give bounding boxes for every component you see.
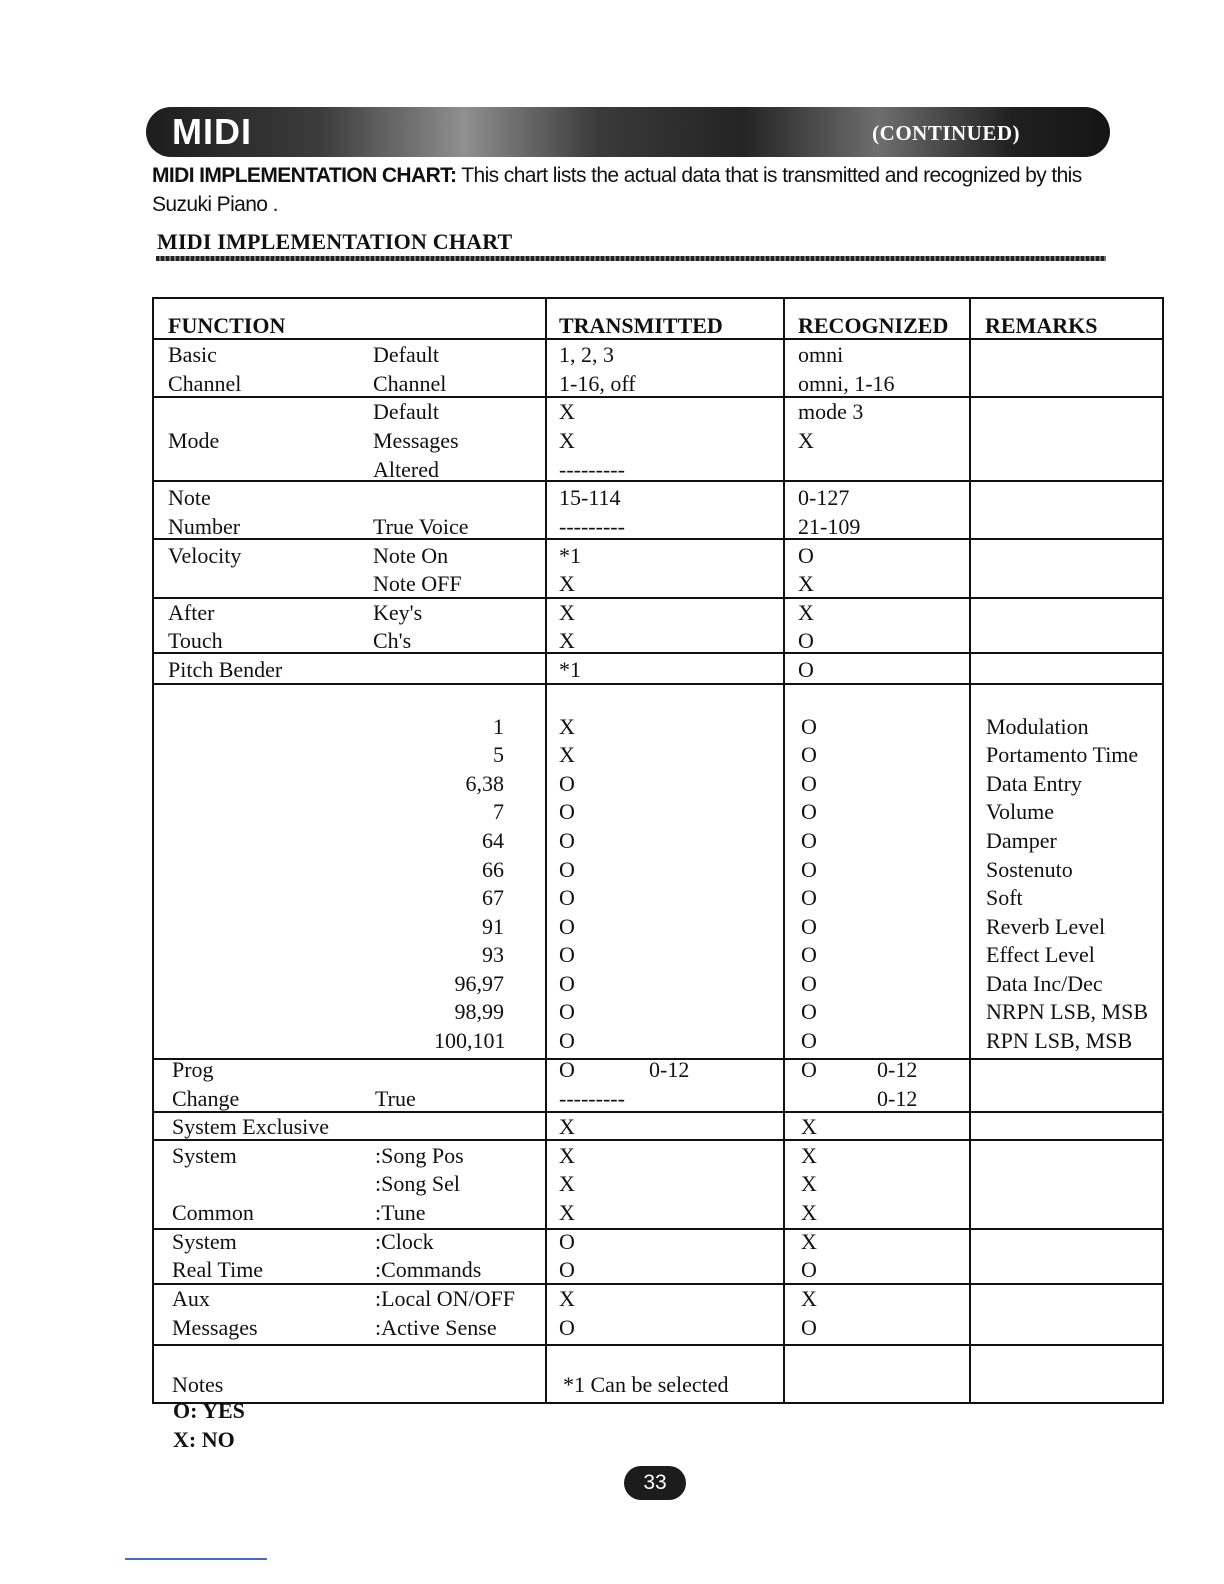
transmitted-value: X <box>559 714 575 739</box>
recognized-value: 0-127 <box>798 485 850 510</box>
row-label: Touch <box>168 628 223 653</box>
table-border <box>152 297 1163 299</box>
recognized-value: mode 3 <box>798 399 864 424</box>
row-label: Channel <box>168 371 242 396</box>
intro-text: This chart lists the actual data that is transmitted and recognized by this Suzuki Piano . <box>152 164 1082 216</box>
remark: Damper <box>986 828 1057 853</box>
recognized-value: X <box>801 1171 817 1196</box>
header-recognized: RECOGNIZED <box>798 313 949 338</box>
control-number: 5 <box>493 742 504 767</box>
transmitted-value: --------- <box>559 457 625 482</box>
row-sub-label: True Voice <box>373 514 469 539</box>
table-border <box>152 1402 1164 1404</box>
recognized-range: 0-12 <box>877 1057 918 1082</box>
row-label: Prog <box>172 1057 214 1082</box>
row-label: Real Time <box>172 1257 264 1282</box>
row-divider <box>152 597 1163 599</box>
control-number: 66 <box>482 857 504 882</box>
transmitted-value: 1-16, off <box>559 371 636 396</box>
legend-no: X: NO <box>173 1427 235 1452</box>
transmitted-value: O <box>559 799 575 824</box>
transmitted-value: X <box>559 1143 575 1168</box>
row-sub-label: Default <box>373 342 439 367</box>
transmitted-value: X <box>559 742 575 767</box>
transmitted-value: O <box>559 1315 575 1340</box>
recognized-value: omni, 1-16 <box>798 371 895 396</box>
row-divider <box>152 683 1163 685</box>
transmitted-value: O <box>559 1257 575 1282</box>
row-divider <box>152 1283 1163 1285</box>
column-divider <box>783 297 785 1403</box>
recognized-value: X <box>801 1143 817 1168</box>
transmitted-value: --------- <box>559 514 625 539</box>
recognized-value: O <box>801 999 817 1024</box>
transmitted-value: --------- <box>559 1086 625 1111</box>
control-number: 6,38 <box>465 771 504 796</box>
transmitted-value: O <box>559 885 575 910</box>
transmitted-value: O <box>559 771 575 796</box>
recognized-value: O <box>801 942 817 967</box>
remark: Reverb Level <box>986 914 1106 939</box>
recognized-value: O <box>798 628 814 653</box>
control-number: 93 <box>482 942 504 967</box>
recognized-value: O <box>801 1057 817 1082</box>
transmitted-value: *1 <box>559 543 581 568</box>
recognized-value: O <box>798 657 814 682</box>
row-label: Aux <box>172 1286 210 1311</box>
row-label: Messages <box>172 1315 258 1340</box>
transmitted-value: 1, 2, 3 <box>559 342 614 367</box>
row-sub-label: :Commands <box>375 1257 482 1282</box>
recognized-value: omni <box>798 342 844 367</box>
row-sub-label: :Song Pos <box>375 1143 464 1168</box>
row-divider <box>152 1344 1163 1346</box>
recognized-value: X <box>801 1200 817 1225</box>
row-label: System <box>172 1229 237 1254</box>
banner-title: MIDI <box>172 111 252 152</box>
footer-rule <box>125 1558 267 1560</box>
remark: NRPN LSB, MSB <box>986 999 1149 1024</box>
transmitted-value: X <box>559 600 575 625</box>
control-number: 7 <box>493 799 504 824</box>
recognized-value: X <box>798 428 814 453</box>
transmitted-value: O <box>559 999 575 1024</box>
row-label: After <box>168 600 215 625</box>
row-divider <box>152 480 1163 482</box>
recognized-value: O <box>801 857 817 882</box>
transmitted-value: X <box>559 571 575 596</box>
row-sub-label: Note On <box>373 543 449 568</box>
row-sub-label: :Song Sel <box>375 1171 460 1196</box>
transmitted-value: O <box>559 914 575 939</box>
row-divider <box>152 396 1163 398</box>
recognized-value: O <box>798 543 814 568</box>
transmitted-value: O <box>559 1229 575 1254</box>
row-label: Velocity <box>168 543 242 568</box>
control-number: 67 <box>482 885 504 910</box>
chart-heading: MIDI IMPLEMENTATION CHART <box>157 229 513 254</box>
recognized-value: 21-109 <box>798 514 861 539</box>
row-label: Pitch Bender <box>168 657 283 682</box>
recognized-value: X <box>801 1229 817 1254</box>
remark: Soft <box>986 885 1023 910</box>
remark: Data Entry <box>986 771 1082 796</box>
row-label: Mode <box>168 428 220 453</box>
row-label: Basic <box>168 342 217 367</box>
transmitted-value: X <box>559 1114 575 1139</box>
column-divider <box>545 297 547 1403</box>
transmitted-value: X <box>559 1200 575 1225</box>
row-sub-label: Channel <box>373 371 447 396</box>
transmitted-value: O <box>559 971 575 996</box>
row-divider <box>152 1228 1163 1230</box>
remark: RPN LSB, MSB <box>986 1028 1133 1053</box>
transmitted-value: X <box>559 1171 575 1196</box>
recognized-value: O <box>801 1028 817 1053</box>
recognized-value: O <box>801 1315 817 1340</box>
recognized-value: X <box>801 1286 817 1311</box>
recognized-value: O <box>801 1257 817 1282</box>
transmitted-range: 0-12 <box>649 1057 690 1082</box>
remark: Effect Level <box>986 942 1095 967</box>
recognized-value: O <box>801 885 817 910</box>
row-sub-label: Altered <box>373 457 439 482</box>
banner-subtitle: (CONTINUED) <box>872 121 1020 145</box>
row-label: Number <box>168 514 241 539</box>
transmitted-value: *1 Can be selected <box>563 1372 729 1397</box>
remark: Portamento Time <box>986 742 1139 767</box>
recognized-value: O <box>801 828 817 853</box>
transmitted-value: O <box>559 1057 575 1082</box>
intro-lead: MIDI IMPLEMENTATION CHART: <box>152 164 457 187</box>
control-number: 98,99 <box>454 999 504 1024</box>
transmitted-value: X <box>559 399 575 424</box>
transmitted-value: *1 <box>559 657 581 682</box>
header-remarks: REMARKS <box>985 313 1098 338</box>
header-transmitted: TRANSMITTED <box>559 313 723 338</box>
row-sub-label: Messages <box>373 428 459 453</box>
row-label: Common <box>172 1200 254 1225</box>
row-sub-label: True <box>375 1086 416 1111</box>
recognized-value: O <box>801 914 817 939</box>
row-label: System Exclusive <box>172 1114 330 1139</box>
recognized-value: O <box>801 771 817 796</box>
page-number: 33 <box>624 1466 686 1500</box>
column-divider <box>969 297 971 1403</box>
remark: Modulation <box>986 714 1089 739</box>
row-sub-label: :Active Sense <box>375 1315 497 1340</box>
transmitted-value: X <box>559 1286 575 1311</box>
recognized-value: X <box>798 571 814 596</box>
row-divider <box>152 652 1163 654</box>
row-sub-label: :Local ON/OFF <box>375 1286 515 1311</box>
recognized-value: X <box>798 600 814 625</box>
transmitted-value: O <box>559 942 575 967</box>
table-border <box>152 297 154 1403</box>
recognized-value: O <box>801 742 817 767</box>
recognized-value: O <box>801 971 817 996</box>
row-divider <box>152 538 1163 540</box>
remark: Sostenuto <box>986 857 1073 882</box>
row-label: Notes <box>172 1372 224 1397</box>
transmitted-value: O <box>559 857 575 882</box>
row-sub-label: Key's <box>373 600 423 625</box>
row-sub-label: Note OFF <box>373 571 462 596</box>
header-function: FUNCTION <box>168 313 286 338</box>
control-number: 91 <box>482 914 504 939</box>
transmitted-value: O <box>559 828 575 853</box>
remark: Volume <box>986 799 1055 824</box>
control-number: 96,97 <box>454 971 504 996</box>
row-label: System <box>172 1143 237 1168</box>
recognized-range: 0-12 <box>877 1086 918 1111</box>
recognized-value: O <box>801 714 817 739</box>
transmitted-value: X <box>559 628 575 653</box>
table-border <box>1162 297 1164 1403</box>
transmitted-value: X <box>559 428 575 453</box>
recognized-value: X <box>801 1114 817 1139</box>
control-number: 1 <box>493 714 504 739</box>
control-number: 64 <box>482 828 504 853</box>
row-sub-label: Ch's <box>373 628 412 653</box>
transmitted-value: O <box>559 1028 575 1053</box>
control-number: 100,101 <box>434 1028 506 1053</box>
row-sub-label: :Clock <box>375 1229 434 1254</box>
row-label: Change <box>172 1086 240 1111</box>
row-label: Note <box>168 485 211 510</box>
transmitted-value: 15-114 <box>559 485 621 510</box>
row-sub-label: :Tune <box>375 1200 426 1225</box>
recognized-value: O <box>801 799 817 824</box>
row-sub-label: Default <box>373 399 439 424</box>
legend-yes: O: YES <box>173 1398 245 1423</box>
remark: Data Inc/Dec <box>986 971 1103 996</box>
